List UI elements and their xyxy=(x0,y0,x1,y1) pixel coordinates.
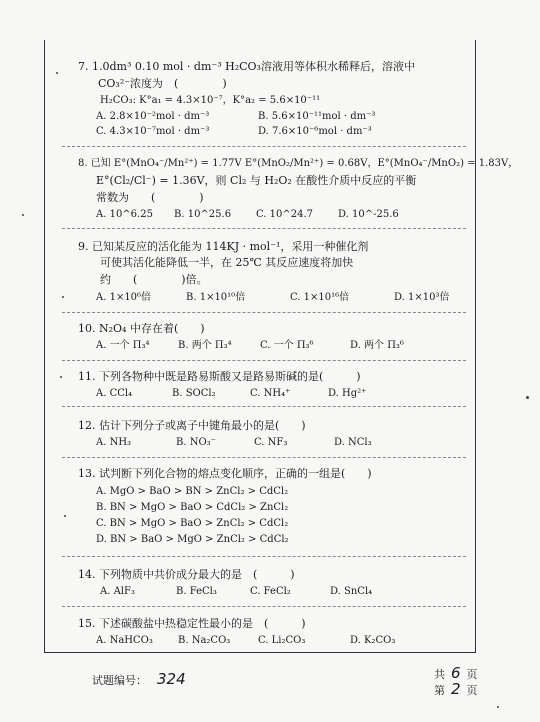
question-14-option-c: C. FeCl₂ xyxy=(250,586,291,597)
question-15-option-b: B. Na₂CO₃ xyxy=(178,635,231,646)
scan-speck xyxy=(60,376,62,378)
question-15-option-c: C. Li₂CO₃ xyxy=(258,635,306,646)
scan-speck xyxy=(497,706,499,708)
question-10-option-c: C. 一个 Π₃⁶ xyxy=(260,340,314,351)
question-13-option-b: B. BN > MgO > BaO > CdCl₂ > ZnCl₂ xyxy=(96,502,289,513)
question-7-line-2: CO₃²⁻浓度为 ( ) xyxy=(98,77,227,90)
question-7-option-b: B. 5.6×10⁻¹¹mol · dm⁻³ xyxy=(258,111,376,122)
question-9-option-b: B. 1×10¹⁰倍 xyxy=(186,292,246,303)
question-14-stem: 14. 下列物质中共价成分最大的是 ( ) xyxy=(78,568,295,581)
question-8-line-2: E°(Cl₂/Cl⁻) = 1.36V，则 Cl₂ 与 H₂O₂ 在酸性介质中反应的平衡 xyxy=(96,174,417,187)
question-12-stem: 12. 估计下列分子或离子中键角最小的是( ) xyxy=(78,419,306,432)
question-8-option-c: C. 10^24.7 xyxy=(256,209,314,220)
separator-line xyxy=(62,146,466,147)
scan-speck xyxy=(62,296,64,298)
question-9-line-3: 约 ( )倍。 xyxy=(100,273,208,286)
question-9-line-2: 可使其活化能降低一半，在 25℃ 其反应速度将加快 xyxy=(100,256,354,269)
separator-line xyxy=(62,360,466,361)
question-13-option-d: D. BN > BaO > MgO > ZnCl₂ > CdCl₂ xyxy=(96,534,289,545)
question-7-option-a: A. 2.8×10⁻²mol · dm⁻³ xyxy=(96,111,210,122)
question-8-line-1: 8. 已知 E°(MnO₄⁻/Mn²⁺) = 1.77V E°(MnO₂/Mn²⁺) = 0.68V，E°(MnO₄⁻/MnO₂) = 1.83V， xyxy=(78,158,519,169)
question-7-options-row-2 xyxy=(96,125,372,138)
page-total-value: 6 xyxy=(451,664,461,682)
exam-code xyxy=(92,670,186,688)
page-current-prefix: 第 xyxy=(434,684,445,697)
question-11-option-b: B. SOCl₂ xyxy=(172,388,216,399)
page-current xyxy=(434,680,478,698)
question-7-line-3: H₂CO₃: K°a₁ = 4.3×10⁻⁷，K°a₂ = 5.6×10⁻¹¹ xyxy=(100,95,321,106)
question-8-option-b: B. 10^25.6 xyxy=(174,209,232,220)
question-15-stem: 15. 下述碳酸盐中热稳定性最小的是 ( ) xyxy=(78,617,306,630)
question-15-options xyxy=(96,634,395,647)
question-8-option-d: D. 10^-25.6 xyxy=(338,209,399,220)
question-12-option-c: C. NF₃ xyxy=(254,437,288,448)
question-14-option-d: D. SnCl₄ xyxy=(330,586,373,597)
question-11-stem: 11. 下列各物种中既是路易斯酸又是路易斯碱的是( ) xyxy=(78,370,361,383)
question-14-option-a: A. AlF₃ xyxy=(100,586,135,597)
question-7-option-c: C. 4.3×10⁻⁷mol · dm⁻³ xyxy=(96,126,210,137)
question-7-line-1: 7. 1.0dm³ 0.10 mol · dm⁻³ H₂CO₃溶液用等体积水稀释后，溶液中 xyxy=(78,60,415,73)
separator-line xyxy=(62,457,466,458)
question-11-option-d: D. Hg²⁺ xyxy=(328,388,367,399)
question-10-stem: 10. N₂O₄ 中存在着( ) xyxy=(78,322,205,335)
question-9-option-c: C. 1×10¹⁶倍 xyxy=(290,292,350,303)
separator-line xyxy=(62,312,466,313)
page-total-prefix: 共 xyxy=(434,668,445,681)
question-9-option-d: D. 1×10³倍 xyxy=(394,292,450,303)
question-13-stem: 13. 试判断下列化合物的熔点变化顺序，正确的一组是( ) xyxy=(78,467,372,480)
question-10-options xyxy=(96,339,404,352)
question-12-option-b: B. NO₃⁻ xyxy=(176,437,216,448)
separator-line xyxy=(62,556,466,557)
question-14-option-b: B. FeCl₃ xyxy=(176,586,217,597)
question-15-option-d: D. K₂CO₃ xyxy=(350,635,396,646)
question-8-options xyxy=(96,208,399,221)
question-11-option-c: C. NH₄⁺ xyxy=(250,388,291,399)
separator-line xyxy=(62,606,466,607)
question-15-option-a: A. NaHCO₃ xyxy=(96,635,153,646)
question-13-option-c: C. BN > MgO > BaO > ZnCl₂ > CdCl₂ xyxy=(96,518,289,529)
question-9-line-1: 9. 已知某反应的活化能为 114KJ · mol⁻¹，采用一种催化剂 xyxy=(78,240,369,253)
question-10-option-b: B. 两个 Π₃⁴ xyxy=(178,340,232,351)
question-12-option-a: A. NH₃ xyxy=(96,437,132,448)
question-12-option-d: D. NCl₃ xyxy=(334,437,372,448)
scan-speck xyxy=(56,72,58,74)
scan-speck xyxy=(22,214,24,216)
question-8-option-a: A. 10^6.25 xyxy=(96,209,153,220)
page-total-suffix: 页 xyxy=(466,668,478,681)
question-12-options xyxy=(96,436,372,449)
page-current-suffix: 页 xyxy=(466,684,478,697)
question-9-option-a: A. 1×10⁶倍 xyxy=(96,292,152,303)
question-7-options-row-1 xyxy=(96,110,375,123)
question-9-options xyxy=(96,291,450,304)
question-13-option-a: A. MgO > BaO > BN > ZnCl₂ > CdCl₂ xyxy=(96,486,289,497)
separator-line xyxy=(62,228,466,229)
question-10-option-d: D. 两个 Π₃⁶ xyxy=(350,340,404,351)
question-11-option-a: A. CCl₄ xyxy=(96,388,133,399)
question-8-line-3: 常数为 ( ) xyxy=(96,191,204,204)
exam-code-label: 试题编号： xyxy=(92,674,147,687)
scan-speck xyxy=(526,396,529,399)
exam-code-value: 324 xyxy=(157,670,186,688)
question-11-options xyxy=(96,387,366,400)
page-current-value: 2 xyxy=(451,680,461,698)
scan-speck xyxy=(64,515,66,517)
question-7-option-d: D. 7.6×10⁻⁶mol · dm⁻³ xyxy=(258,126,372,137)
question-10-option-a: A. 一个 Π₃⁴ xyxy=(96,340,150,351)
question-14-options xyxy=(100,585,372,598)
separator-line xyxy=(62,406,466,407)
